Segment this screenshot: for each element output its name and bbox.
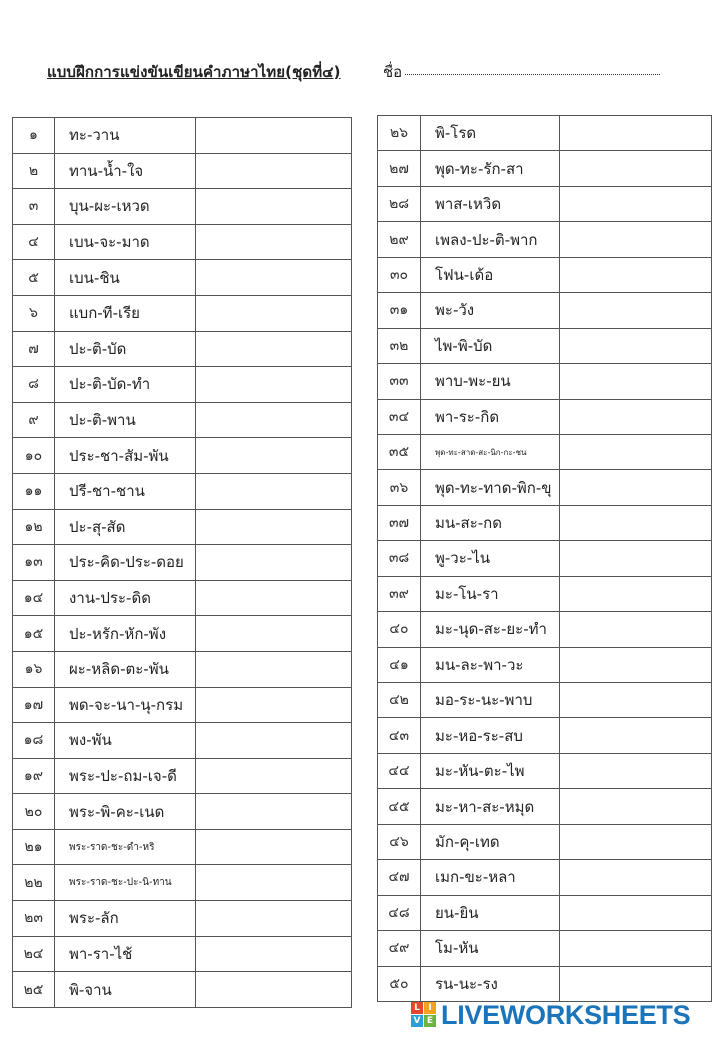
table-row [378,718,712,753]
answer-cell[interactable] [196,189,352,225]
row-number: ๓๔ [378,399,421,434]
row-number: ๓๒ [378,328,421,363]
row-number: ๒๘ [378,186,421,221]
syllable-word: แบก-ที-เรีย [55,295,196,331]
answer-cell[interactable] [196,224,352,260]
row-number: ๔๖ [378,824,421,859]
answer-cell[interactable] [560,860,712,895]
syllable-word: ประ-คิด-ประ-ดอย [55,545,196,581]
answer-cell[interactable] [196,509,352,545]
row-number: ๒๔ [13,936,55,972]
answer-cell[interactable] [560,931,712,966]
row-number: ๒๐ [13,794,55,830]
syllable-word: ปะ-หรัก-หัก-พัง [55,616,196,652]
row-number: ๔๓ [378,718,421,753]
syllable-word: พิ-จาน [55,972,196,1008]
table-row [378,931,712,966]
answer-cell[interactable] [560,612,712,647]
row-number: ๔๐ [378,612,421,647]
table-row [13,651,352,687]
answer-cell[interactable] [196,651,352,687]
row-number: ๘ [13,367,55,403]
row-number: ๒ [13,153,55,189]
table-row [378,966,712,1001]
answer-cell[interactable] [560,186,712,221]
answer-cell[interactable] [560,505,712,540]
syllable-word: เพลง-ปะ-ติ-พาก [421,222,560,257]
table-row [378,222,712,257]
syllable-word: เบน-จะ-มาด [55,224,196,260]
table-row [13,972,352,1008]
syllable-word: มะ-หัน-ตะ-ไพ [421,753,560,788]
answer-cell[interactable] [560,966,712,1001]
syllable-word: พระ-พิ-คะ-เนด [55,794,196,830]
table-row [13,189,352,225]
answer-cell[interactable] [560,895,712,930]
syllable-word: ไพ-พิ-บัด [421,328,560,363]
row-number: ๒๕ [13,972,55,1008]
table-row [13,616,352,652]
answer-cell[interactable] [560,647,712,682]
table-row [13,118,352,154]
table-row [378,328,712,363]
syllable-word: พง-พัน [55,723,196,759]
answer-cell[interactable] [196,402,352,438]
row-number: ๑๐ [13,438,55,474]
syllable-word: งาน-ประ-ดิด [55,580,196,616]
table-row [378,541,712,576]
row-number: ๖ [13,295,55,331]
row-number: ๑๒ [13,509,55,545]
table-row [13,687,352,723]
table-row [378,824,712,859]
table-row [13,367,352,403]
answer-cell[interactable] [196,758,352,794]
syllable-word: ผะ-หลิด-ตะ-พัน [55,651,196,687]
syllable-word: ปะ-ติ-พาน [55,402,196,438]
row-number: ๑ [13,118,55,154]
answer-cell[interactable] [560,222,712,257]
row-number: ๔๑ [378,647,421,682]
table-row [378,895,712,930]
answer-cell[interactable] [560,718,712,753]
name-blank-line [405,74,660,75]
row-number: ๔๒ [378,683,421,718]
answer-cell[interactable] [560,399,712,434]
answer-cell[interactable] [560,257,712,292]
answer-cell[interactable] [196,438,352,474]
syllable-word: พระ-ราด-ชะ-ดำ-หริ [55,829,196,865]
table-row [378,612,712,647]
table-row [13,402,352,438]
answer-cell[interactable] [196,295,352,331]
answer-cell[interactable] [560,470,712,505]
answer-cell[interactable] [196,687,352,723]
answer-cell[interactable] [196,865,352,901]
row-number: ๗ [13,331,55,367]
syllable-word: พุด-ทะ-รัก-สา [421,151,560,186]
answer-cell[interactable] [560,328,712,363]
table-row [13,758,352,794]
syllable-word: ทะ-วาน [55,118,196,154]
answer-cell[interactable] [196,829,352,865]
answer-cell[interactable] [196,331,352,367]
answer-cell[interactable] [196,901,352,937]
row-number: ๒๑ [13,829,55,865]
answer-cell[interactable] [196,367,352,403]
answer-cell[interactable] [560,789,712,824]
table-row [378,860,712,895]
answer-cell[interactable] [196,473,352,509]
syllable-word: พิ-โรด [421,116,560,151]
table-row [378,683,712,718]
row-number: ๓๖ [378,470,421,505]
table-row [13,936,352,972]
table-row [13,545,352,581]
row-number: ๔๘ [378,895,421,930]
table-row [13,295,352,331]
word-table-right [377,115,712,1002]
table-row [378,434,712,469]
syllable-word: รน-นะ-รง [421,966,560,1001]
row-number: ๔๔ [378,753,421,788]
table-row [378,186,712,221]
table-row [13,260,352,296]
syllable-word: พุด-ทะ-ทาด-พิก-ขุ [421,470,560,505]
answer-cell[interactable] [560,434,712,469]
table-row [378,116,712,151]
answer-cell[interactable] [196,153,352,189]
row-number: ๔๗ [378,860,421,895]
syllable-word: พระ-ปะ-ถม-เจ-ดี [55,758,196,794]
syllable-word: บุน-ผะ-เหวด [55,189,196,225]
row-number: ๑๖ [13,651,55,687]
table-row [13,224,352,260]
table-row [13,723,352,759]
answer-cell[interactable] [196,616,352,652]
answer-cell[interactable] [560,576,712,611]
row-number: ๔ [13,224,55,260]
syllable-word: มอ-ระ-นะ-พาบ [421,683,560,718]
row-number: ๒๙ [378,222,421,257]
syllable-word: พา-ระ-กิด [421,399,560,434]
syllable-word: พุด-ทะ-สาด-สะ-นิก-กะ-ชน [421,434,560,469]
table-row [378,151,712,186]
table-row [378,257,712,292]
row-number: ๓๗ [378,505,421,540]
syllable-word: พระ-ลัก [55,901,196,937]
table-row [13,865,352,901]
answer-cell[interactable] [560,541,712,576]
row-number: ๓๕ [378,434,421,469]
row-number: ๑๓ [13,545,55,581]
syllable-word: พระ-ราด-ชะ-ปะ-นิ-ทาน [55,865,196,901]
table-row [378,399,712,434]
answer-cell[interactable] [196,972,352,1008]
word-table-left [12,117,352,1008]
answer-cell[interactable] [560,753,712,788]
table-row [13,580,352,616]
row-number: ๑๗ [13,687,55,723]
syllable-word: ปรี-ชา-ชาน [55,473,196,509]
table-row [378,576,712,611]
row-number: ๕ [13,260,55,296]
row-number: ๓๘ [378,541,421,576]
row-number: ๔๙ [378,931,421,966]
syllable-word: มะ-นุด-สะ-ยะ-ทำ [421,612,560,647]
syllable-word: ปะ-สุ-สัด [55,509,196,545]
syllable-word: มน-สะ-กด [421,505,560,540]
table-row [13,438,352,474]
syllable-word: พด-จะ-นา-นุ-กรม [55,687,196,723]
answer-cell[interactable] [196,580,352,616]
answer-cell[interactable] [560,683,712,718]
syllable-word: พาบ-พะ-ยน [421,364,560,399]
row-number: ๙ [13,402,55,438]
answer-cell[interactable] [196,936,352,972]
syllable-word: ปะ-ติ-บัด [55,331,196,367]
row-number: ๒๓ [13,901,55,937]
syllable-word: ทาน-น้ำ-ใจ [55,153,196,189]
answer-cell[interactable] [196,794,352,830]
table-row [13,829,352,865]
table-row [378,470,712,505]
syllable-word: เบน-ชิน [55,260,196,296]
table-row [378,789,712,824]
table-row [378,364,712,399]
row-number: ๓๐ [378,257,421,292]
answer-cell[interactable] [560,824,712,859]
syllable-word: พู-วะ-ไน [421,541,560,576]
answer-cell[interactable] [560,293,712,328]
row-number: ๒๒ [13,865,55,901]
name-label: ชื่อ [383,63,403,81]
answer-cell[interactable] [196,545,352,581]
syllable-word: มะ-หา-สะ-หมุด [421,789,560,824]
table-row [13,509,352,545]
syllable-word: ปะ-ติ-บัด-ทำ [55,367,196,403]
table-row [13,331,352,367]
syllable-word: โม-หัน [421,931,560,966]
row-number: ๕๐ [378,966,421,1001]
row-number: ๓๙ [378,576,421,611]
answer-cell[interactable] [196,260,352,296]
table-row [13,901,352,937]
answer-cell[interactable] [196,723,352,759]
answer-cell[interactable] [560,116,712,151]
table-row [13,473,352,509]
logo-mark-icon: L I V E [411,1001,437,1029]
row-number: ๑๘ [13,723,55,759]
table-row [378,753,712,788]
row-number: ๑๕ [13,616,55,652]
row-number: ๓๑ [378,293,421,328]
table-row [13,794,352,830]
syllable-word: มะ-หอ-ระ-สบ [421,718,560,753]
syllable-word: มัก-คุ-เทด [421,824,560,859]
liveworksheets-logo [411,998,690,1032]
row-number: ๑๑ [13,473,55,509]
row-number: ๔๕ [378,789,421,824]
table-row [13,153,352,189]
table-row [378,505,712,540]
table-row [378,293,712,328]
answer-cell[interactable] [560,364,712,399]
answer-cell[interactable] [196,118,352,154]
row-number: ๑๔ [13,580,55,616]
syllable-word: เมก-ขะ-หลา [421,860,560,895]
worksheet-title: แบบฝึกการแข่งขันเขียนคำภาษาไทย(ชุดที่๔) [47,63,341,81]
row-number: ๓ [13,189,55,225]
row-number: ๒๗ [378,151,421,186]
syllable-word: ยน-ยิน [421,895,560,930]
syllable-word: ประ-ชา-สัม-พัน [55,438,196,474]
syllable-word: มน-ละ-พา-วะ [421,647,560,682]
row-number: ๒๖ [378,116,421,151]
table-row [378,647,712,682]
syllable-word: พาส-เหวิด [421,186,560,221]
syllable-word: โฟน-เด้อ [421,257,560,292]
syllable-word: พะ-วัง [421,293,560,328]
row-number: ๓๓ [378,364,421,399]
syllable-word: พา-รา-ไช้ [55,936,196,972]
syllable-word: มะ-โน-รา [421,576,560,611]
logo-text: LIVEWORKSHEETS [441,999,691,1030]
row-number: ๑๙ [13,758,55,794]
answer-cell[interactable] [560,151,712,186]
